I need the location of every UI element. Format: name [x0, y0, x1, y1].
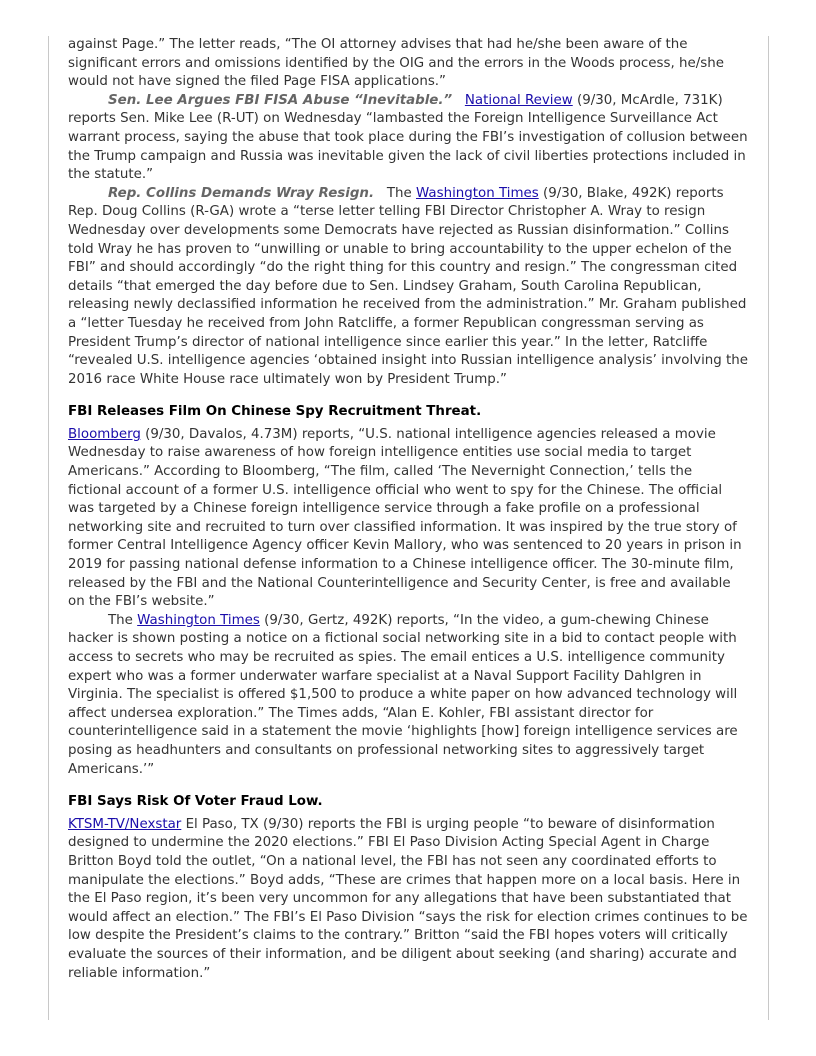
bloomberg-text: (9/30, Davalos, 4.73M) reports, “U.S. national intelligence agencies released a movie Wednesday to raise awareness of how foreign intelligence entities use social media to target Americans.” According to Bloomberg, “The film, called ‘The Nevernight Connection,’ tells the fictional account of a former U.S. intelligence official who went to spy for the Chinese. The official was targeted by a Chinese foreign intelligence service through a fake profile on a professional networking site and recruited to turn over classified information. It was inspired by the true story of former Central Intelligence Agency officer Kevin Mallory, who was sentenced to 20 years in prison in 2019 for passing national defense information to a Chinese intelligence officer. The 30-minute film, released by the FBI and the National Counterintelligence and Security Center, is free and available on the FBI’s website.” [68, 426, 742, 610]
paragraph-ktsm [68, 816, 749, 983]
national-review-link[interactable]: National Review [464, 92, 573, 108]
paragraph-washington-times-gertz [68, 612, 749, 779]
washington-times-link[interactable]: Washington Times [416, 185, 539, 201]
ktsm-nexstar-link[interactable]: KTSM-TV/Nexstar [68, 816, 182, 832]
gertz-text: (9/30, Gertz, 492K) reports, “In the video, a gum-chewing Chinese hacker is shown posting a notice on a fictional social networking site in a bid to contact people with access to secrets who may be recruited as spies. The email entices a U.S. intelligence community expert who was a former underwater warfare specialist at a Naval Support Facility Dahlgren in Virginia. The specialist is offered $1,500 to produce a white paper on how advanced technology will affect undersea exploration.” The Times adds, “Alan E. Kohler, FBI assistant director for counterintelligence said in a statement the movie ‘highlights [how] foreign intelligence services are posing as headhunters and consultants on professional networking sites to aggressively target Americans.’” [68, 612, 738, 777]
heading-voter-fraud: FBI Says Risk Of Voter Fraud Low. [68, 794, 323, 810]
bloomberg-link[interactable]: Bloomberg [68, 426, 141, 442]
washington-times-gertz-link[interactable]: Washington Times [137, 612, 260, 628]
left-margin-rule [48, 36, 49, 1020]
paragraph-bloomberg [68, 426, 749, 612]
collins-text: (9/30, Blake, 492K) reports Rep. Doug Collins (R-GA) wrote a “terse letter telling FBI Director Christopher A. Wray to resign Wednesday over developments some Democrats have rejected as Russian disinformation.” Collins told Wray he has proven to “unwilling or unable to bring accountability to the upper echelon of the FBI” and should accordingly “do the right thing for this country and resign.” The congressman cited details “that emerged the day before due to Sen. Lindsey Graham, South Carolina Republican, releasing newly declassified information he received from the administration.” Mr. Graham published a “letter Tuesday he received from John Ratcliffe, a former Republican congressman serving as President Trump’s director of national intelligence since earlier this year.” In the letter, Ratcliffe “revealed U.S. intelligence agencies ‘obtained insight into Russian intelligence analysis’ involving the 2016 race White House race ultimately won by President Trump.” [68, 185, 749, 387]
paragraph-lee [68, 92, 749, 185]
ktsm-text: El Paso, TX (9/30) reports the FBI is urging people “to beware of disinformation designed to undermine the 2020 elections.” FBI El Paso Division Acting Special Agent in Charge Britton Boyd told the outlet, “On a national level, the FBI has not seen any coordinated efforts to manipulate the elections.” Boyd adds, “These are crimes that happen more on a local basis. Here in the El Paso region, it’s been very uncommon for any allegations that have been substantiated that would affect an election.” The FBI’s El Paso Division “says the risk for election crimes continues to be low despite the President’s claims to the contrary.” Britton “said the FBI hopes voters will critically evaluate the sources of their information, and be diligent about seeking (and sharing) accurate and reliable information.” [68, 816, 748, 981]
right-margin-rule [768, 36, 769, 1020]
paragraph-collins [68, 185, 749, 390]
collins-pre: The [386, 185, 417, 201]
article-body [68, 36, 749, 983]
gertz-pre: The [108, 612, 138, 628]
paragraph-page-fisa: against Page.” The letter reads, “The OI attorney advises that had he/she been aware of the significant errors and omissions identified by the OIG and the errors in the Woods process, he/she would not have signed the filed Page FISA applications.” [68, 37, 724, 90]
lee-text: (9/30, McArdle, 731K) reports Sen. Mike Lee (R-UT) on Wednesday “lambasted the Foreign Intelligence Surveillance Act warrant process, saying the abuse that took place during the FBI’s investigation of collusion between the Trump campaign and Russia was inevitable given the lack of civil liberties protections included in the statute.” [68, 92, 748, 183]
lee-lead: Sen. Lee Argues FBI FISA Abuse “Inevitable.” [108, 92, 453, 108]
heading-chinese-spy-film: FBI Releases Film On Chinese Spy Recruitment Threat. [68, 404, 482, 420]
collins-lead: Rep. Collins Demands Wray Resign. [108, 185, 375, 201]
